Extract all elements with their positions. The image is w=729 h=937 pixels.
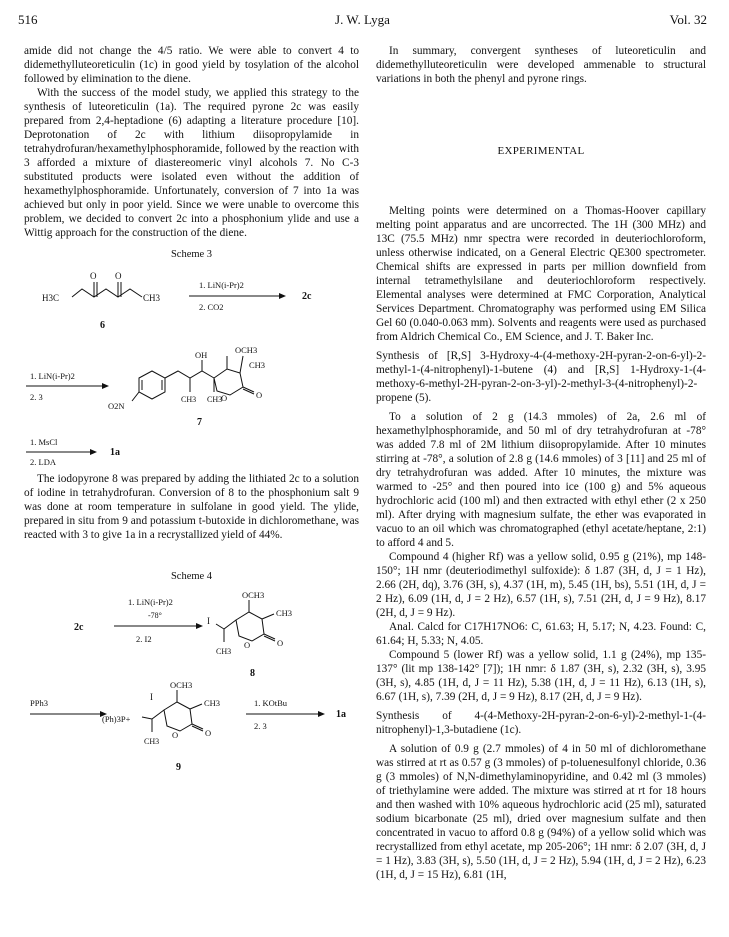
compound-8-label: 8 [250, 668, 255, 679]
h3c-label: H3C [42, 293, 60, 303]
heptadione-structure [42, 271, 161, 331]
compound-4-data: Compound 4 (higher Rf) was a yellow solid, 0.95 g (21%), mp 148-150°; 1H nmr (deuteriodimethyl sulfoxide): δ 1.87 (3H, d, J = 1 Hz), 2.66 (2H, dq), 3.76 (3H, s), 4.37 (1H, m), 5.45 (1H, bs), 5.51 (1H, d, J = 2 Hz), 6.09 (1H, d, J = 2 Hz), 6.57 (1H, s), 7.51 (2H, d, J = 9 Hz), 8.17 (2H, d, J = 9 Hz). [376, 551, 706, 619]
ch3-label: CH3 [143, 293, 161, 303]
oxygen-label: O [221, 393, 228, 403]
compound-5-data: Compound 5 (lower Rf) was a yellow solid, 1.1 g (24%), mp 135-137° (lit mp 138-142° [7]); 1H nmr: δ 1.87 (3H, s), 2.32 (3H, s), 3.95 (3H, s), 4.85 (1H, d, J = 11 Hz), 5.38 (1H, d, J = 11 Hz), 6.13 (1H, s), 6.67 (1H, s), 7.39 (2H, d, J = 9 Hz), 8.17 (2H, d, J = 9 Hz). [376, 649, 706, 703]
oxygen-label: O [90, 271, 97, 281]
methyl-label: CH3 [249, 360, 266, 370]
volume-label: Vol. 32 [669, 12, 707, 27]
methyl-label: CH3 [204, 698, 221, 708]
procedure-1c: A solution of 0.9 g (2.7 mmoles) of 4 in 50 ml of dichloromethane was stirred at rt as 0.57 g (3 mmoles) of p-toluenesulfonyl chloride, 0.36 g (3 mmoles) of N,N-dimethylaminopyridine, and 0.42 ml (3 mmoles) of triethylamine were added. The mixture was stirred at rt for 18 hours and then washed with 10% aqueous hydrochloric acid (25 ml), saturated sodium bicarbonate (25 ml), dried over magnesium sulfate and then concentrated in vacuo to afford 0.8 g (94%) of a yellow solid which was recrystallized from ethyl acetate, mp 205-206°; 1H nmr: δ 2.07 (3H, d, J = 1 Hz), 3.83 (3H, s), 5.50 (1H, d, J = 2 Hz), 5.94 (1H, d, J = 2 Hz), 6.23 (1H, d, J = 15 Hz), 6.81 (1H, [376, 743, 706, 881]
reaction-arrow-5 [30, 698, 107, 717]
section-heading-experimental: EXPERIMENTAL [497, 145, 585, 157]
methyl-label: CH3 [181, 395, 197, 404]
reagent-label: 1. LiN(i-Pr)2 [199, 280, 244, 290]
compound-9-structure [102, 680, 220, 773]
scheme-3 [24, 248, 359, 472]
paragraph-general-methods: Melting points were determined on a Thomas-Hoover capillary melting point apparatus and are uncorrected. The 1H (300 MHz) and 13C (75.5 MHz) nmr spectra were recorded in deuteriochloroform, unless otherwise indicated, on a General Electric QE300 spectrometer. Chemical shifts are expressed in parts per million downfield from internal tetramethylsilane and deuteriochloroform respectively. Elemental analyses were determined at FMC Corporation, Analytical Services Department. Chromatography was performed using EM Silica Gel 60 (0.040-0.063 mm). Solvents and reagents were used as purchased from Aldrich Chemical Co., EM Science, and J. T. Baker Inc. [376, 205, 706, 343]
reagent-label: 1. LiN(i-Pr)2 [30, 371, 75, 381]
compound-8-structure [207, 590, 292, 679]
oxygen-label: O [244, 640, 251, 650]
reagent-label: 1. LiN(i-Pr)2 [128, 597, 173, 607]
iodide-label: I [150, 692, 153, 702]
reagent-label: 2. I2 [136, 634, 152, 644]
scheme-4-title: Scheme 4 [170, 571, 213, 582]
procedure-4-5: To a solution of 2 g (14.3 mmoles) of 2a, 2.6 ml of hexamethylphosphoramide, and 50 ml of dry tetrahydrofuran at -78° was added 7.8 ml of 2M lithium diisopropylamide. After 10 minutes stirring at -78°, a solution of 2.8 g (14.6 mmoles) of 3 [11] and 25 ml of dry tetrahydrofuran was added. After 10 minutes, the mixture was warmed to -25° and then poured into ice (100 g) and 5% aqueous hydrochloric acid (100 ml) and then extracted with ethyl ether (2 x 250 ml). After drying with magnesium sulfate, the ether was evaporated in vacuo to an oil which was chromatographed (ethyl acetate/heptane, 2:1) to afford 4 and 5. [376, 411, 706, 549]
product-1a-label: 1a [110, 447, 120, 458]
scheme-3-diagram [24, 268, 359, 468]
oxygen-label: O [256, 390, 263, 400]
scheme-4 [24, 570, 359, 782]
right-column [376, 44, 706, 882]
elemental-analysis: Anal. Calcd for C17H17NO6: C, 61.63; H, 5.17; N, 4.23. Found: C, 61.64; H, 5.33; N, 4.05. [376, 621, 706, 647]
methyl-label: CH3 [276, 608, 293, 618]
compound-7-structure [108, 345, 265, 428]
reagent-label: 1. KOtBu [254, 698, 288, 708]
methoxy-label: OCH3 [170, 680, 193, 690]
synthesis-title-1c: Synthesis of 4-(4-Methoxy-2H-pyran-2-on-6-yl)-2-methyl-1-(4-nitrophenyl)-1,3-butadiene (1c). [376, 710, 706, 736]
oxygen-label: O [205, 728, 212, 738]
reaction-arrow-1 [189, 280, 312, 312]
author-header: J. W. Lyga [335, 12, 390, 27]
iodine-label: I [207, 616, 210, 626]
temperature-label: -78° [148, 611, 162, 620]
product-1a-label: 1a [336, 709, 346, 720]
methoxy-label: OCH3 [242, 590, 265, 600]
left-column [24, 44, 359, 782]
reaction-arrow-3 [26, 437, 120, 467]
reaction-arrow-4 [114, 597, 203, 644]
paragraph-strategy: With the success of the model study, we applied this strategy to the synthesis of luteoreticulin (1a). The required pyrone 2c was easily prepared from 2,4-heptadione (6) adapting a literature procedure [10]. Deprotonation of 2c with lithium diisopropylamide in tetrahydrofuran/hexamethylphosphoramide, followed by the reaction with 3 afforded a mixture of diastereomeric vinyl alcohols 7. No C-3 substituted products were isolated even without the addition of hexamethylphosphoramide. Unfortunately, conversion of 7 into 1a was achieved but only in poor yield. Since we were unable to overcome this problem, we decided to convert 2c into a phosphonium ylide and use a Wittig approach for the construction of the diene. [24, 87, 359, 239]
oxygen-label: O [172, 730, 179, 740]
reaction-arrow-6 [246, 698, 346, 731]
paragraph-summary: In summary, convergent syntheses of luteoreticulin and didemethylluteoreticulin were developed ammenable to structural variations in both the phenyl and pyrone rings. [376, 45, 706, 85]
reagent-label: 2. 3 [254, 721, 267, 731]
start-2c-label: 2c [74, 622, 84, 633]
scheme-4-diagram [24, 590, 359, 778]
methyl-label: CH3 [216, 647, 232, 656]
reagent-label: 2. 3 [30, 392, 43, 402]
running-header [18, 12, 707, 28]
reagent-label: 2. CO2 [199, 302, 224, 312]
methoxy-label: OCH3 [235, 345, 258, 355]
reagent-label: 2. LDA [30, 457, 56, 467]
oxygen-label: O [115, 271, 122, 281]
scheme-3-title: Scheme 3 [170, 249, 213, 260]
page-number: 516 [18, 12, 38, 27]
methyl-label: CH3 [144, 737, 160, 746]
hydroxyl-label: OH [195, 350, 208, 360]
compound-6-label: 6 [100, 320, 105, 331]
paragraph-didemethyl: amide did not change the 4/5 ratio. We were able to convert 4 to didemethylluteoreticulin (1c) in good yield by tosylation of the alcohol followed by elimination to the diene. [24, 45, 359, 85]
paragraph-iodopyrone: The iodopyrone 8 was prepared by adding the lithiated 2c to a solution of iodine in tetrahydrofuran. Conversion of 8 to the phosphonium salt 9 was done at room temperature in sulfolane in good yield. The ylide, prepared in situ from 9 and potassium t-butoxide in dichloromethane, was reacted with 3 to give 1a in a recrystallized yield of 44%. [24, 473, 359, 541]
reaction-arrow-2 [26, 371, 109, 402]
nitro-label: O2N [108, 401, 125, 411]
phosphonium-label: (Ph)3P+ [102, 714, 131, 724]
pph3-label: PPh3 [30, 698, 48, 708]
compound-7-label: 7 [197, 417, 202, 428]
compound-9-label: 9 [176, 762, 181, 773]
product-2c-label: 2c [302, 291, 312, 302]
oxygen-label: O [277, 638, 284, 648]
methyl-label: CH3 [207, 395, 223, 404]
synthesis-title-4-5: Synthesis of [R,S] 3-Hydroxy-4-(4-methoxy-2H-pyran-2-on-6-yl)-2-methyl-1-(4-nitrophenyl)-1-butene (4) and [R,S] 1-Hydroxy-1-(4-methoxy-6-methyl-2H-pyran-2-on-3-yl)-2-methyl-3-(4-nitrophenyl)-2-propene (5). [376, 350, 706, 404]
reagent-label: 1. MsCl [30, 437, 58, 447]
